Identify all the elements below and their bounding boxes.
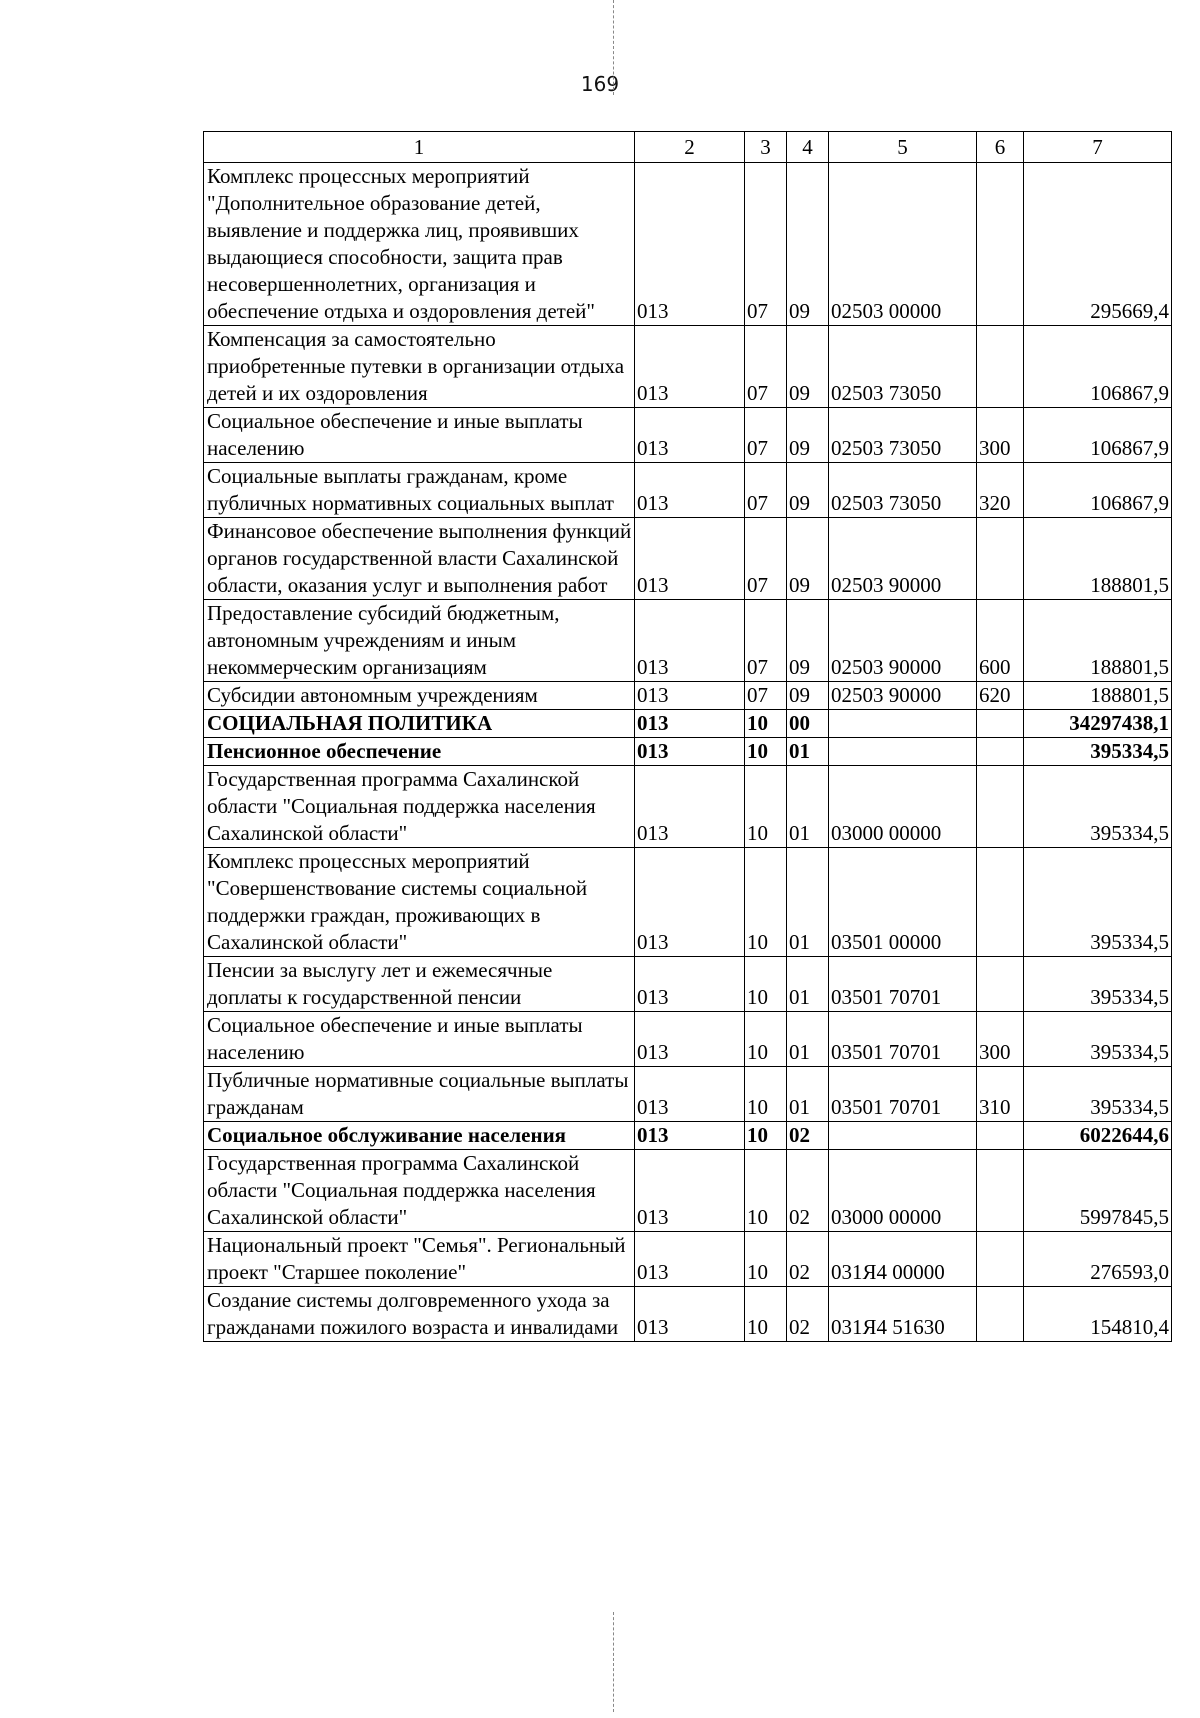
expense-type-cell: 310 <box>977 1067 1024 1122</box>
target-article-cell <box>829 710 977 738</box>
amount-cell: 395334,5 <box>1024 1012 1172 1067</box>
subsection-code-cell: 02 <box>787 1287 829 1342</box>
table-row <box>204 682 1172 710</box>
row-name-cell: Компенсация за самостоятельно приобретенные путевки в организации отдыха детей и их оздоровления <box>204 326 635 408</box>
amount-cell: 188801,5 <box>1024 518 1172 600</box>
section-code-cell: 07 <box>745 326 787 408</box>
subsection-code-cell: 01 <box>787 1067 829 1122</box>
expense-type-cell <box>977 518 1024 600</box>
table-row <box>204 326 1172 408</box>
table-row <box>204 408 1172 463</box>
column-header-2: 2 <box>635 132 745 163</box>
expense-type-cell <box>977 1232 1024 1287</box>
subsection-code-cell: 09 <box>787 408 829 463</box>
expense-type-cell <box>977 1287 1024 1342</box>
section-code-cell: 10 <box>745 1232 787 1287</box>
ministry-code-cell: 013 <box>635 710 745 738</box>
section-code-cell: 07 <box>745 600 787 682</box>
page-number: 169 <box>580 72 620 96</box>
target-article-cell: 03501 00000 <box>829 848 977 957</box>
subsection-code-cell: 09 <box>787 518 829 600</box>
amount-cell: 395334,5 <box>1024 848 1172 957</box>
table-row <box>204 766 1172 848</box>
ministry-code-cell: 013 <box>635 1150 745 1232</box>
row-name-cell: Пенсионное обеспечение <box>204 738 635 766</box>
expense-type-cell <box>977 163 1024 326</box>
row-name-cell: Социальное обеспечение и иные выплаты населению <box>204 1012 635 1067</box>
section-code-cell: 10 <box>745 766 787 848</box>
amount-cell: 154810,4 <box>1024 1287 1172 1342</box>
expense-type-cell <box>977 1122 1024 1150</box>
section-code-cell: 10 <box>745 1150 787 1232</box>
target-article-cell: 02503 90000 <box>829 600 977 682</box>
section-code-cell: 10 <box>745 1122 787 1150</box>
amount-cell: 106867,9 <box>1024 408 1172 463</box>
ministry-code-cell: 013 <box>635 600 745 682</box>
table-row <box>204 600 1172 682</box>
row-name-cell: СОЦИАЛЬНАЯ ПОЛИТИКА <box>204 710 635 738</box>
row-name-cell: Комплекс процессных мероприятий "Дополнительное образование детей, выявление и поддержка лиц, проявивших выдающиеся способности, защита прав несовершеннолетних, организация и обеспечение отдыха и оздоровления детей" <box>204 163 635 326</box>
amount-cell: 295669,4 <box>1024 163 1172 326</box>
expense-type-cell: 620 <box>977 682 1024 710</box>
ministry-code-cell: 013 <box>635 766 745 848</box>
row-name-cell: Национальный проект "Семья". Региональный проект "Старшее поколение" <box>204 1232 635 1287</box>
subsection-code-cell: 02 <box>787 1150 829 1232</box>
section-code-cell: 07 <box>745 463 787 518</box>
section-code-cell: 07 <box>745 518 787 600</box>
subsection-code-cell: 01 <box>787 1012 829 1067</box>
section-code-cell: 10 <box>745 848 787 957</box>
subsection-code-cell: 00 <box>787 710 829 738</box>
amount-cell: 5997845,5 <box>1024 1150 1172 1232</box>
amount-cell: 395334,5 <box>1024 766 1172 848</box>
amount-cell: 276593,0 <box>1024 1232 1172 1287</box>
row-name-cell: Социальные выплаты гражданам, кроме публичных нормативных социальных выплат <box>204 463 635 518</box>
ministry-code-cell: 013 <box>635 1012 745 1067</box>
table-row <box>204 957 1172 1012</box>
section-code-cell: 10 <box>745 1067 787 1122</box>
amount-cell: 395334,5 <box>1024 1067 1172 1122</box>
table-row <box>204 710 1172 738</box>
table-row <box>204 1150 1172 1232</box>
column-header-6: 6 <box>977 132 1024 163</box>
amount-cell: 34297438,1 <box>1024 710 1172 738</box>
budget-table <box>203 131 1172 1342</box>
table-row <box>204 1287 1172 1342</box>
subsection-code-cell: 01 <box>787 738 829 766</box>
expense-type-cell: 320 <box>977 463 1024 518</box>
ministry-code-cell: 013 <box>635 518 745 600</box>
target-article-cell: 03501 70701 <box>829 1012 977 1067</box>
row-name-cell: Пенсии за выслугу лет и ежемесячные доплаты к государственной пенсии <box>204 957 635 1012</box>
subsection-code-cell: 09 <box>787 163 829 326</box>
expense-type-cell <box>977 738 1024 766</box>
section-code-cell: 10 <box>745 738 787 766</box>
column-header-7: 7 <box>1024 132 1172 163</box>
target-article-cell: 02503 90000 <box>829 518 977 600</box>
ministry-code-cell: 013 <box>635 682 745 710</box>
table-row <box>204 163 1172 326</box>
section-code-cell: 07 <box>745 163 787 326</box>
amount-cell: 395334,5 <box>1024 957 1172 1012</box>
fold-line-top <box>613 0 614 95</box>
table-row <box>204 463 1172 518</box>
target-article-cell: 03000 00000 <box>829 1150 977 1232</box>
expense-type-cell <box>977 848 1024 957</box>
section-code-cell: 07 <box>745 682 787 710</box>
ministry-code-cell: 013 <box>635 1122 745 1150</box>
expense-type-cell: 300 <box>977 408 1024 463</box>
expense-type-cell: 300 <box>977 1012 1024 1067</box>
fold-line-bottom <box>613 1612 614 1712</box>
ministry-code-cell: 013 <box>635 463 745 518</box>
amount-cell: 188801,5 <box>1024 600 1172 682</box>
subsection-code-cell: 02 <box>787 1122 829 1150</box>
target-article-cell: 02503 73050 <box>829 408 977 463</box>
column-header-4: 4 <box>787 132 829 163</box>
section-code-cell: 10 <box>745 1012 787 1067</box>
subsection-code-cell: 09 <box>787 326 829 408</box>
table-row <box>204 1067 1172 1122</box>
target-article-cell: 031Я4 00000 <box>829 1232 977 1287</box>
table-row <box>204 848 1172 957</box>
ministry-code-cell: 013 <box>635 1067 745 1122</box>
section-code-cell: 07 <box>745 408 787 463</box>
target-article-cell: 02503 73050 <box>829 463 977 518</box>
expense-type-cell <box>977 326 1024 408</box>
row-name-cell: Предоставление субсидий бюджетным, автономным учреждениям и иным некоммерческим организациям <box>204 600 635 682</box>
subsection-code-cell: 01 <box>787 766 829 848</box>
expense-type-cell <box>977 766 1024 848</box>
table-row <box>204 518 1172 600</box>
amount-cell: 106867,9 <box>1024 326 1172 408</box>
target-article-cell: 02503 00000 <box>829 163 977 326</box>
amount-cell: 106867,9 <box>1024 463 1172 518</box>
ministry-code-cell: 013 <box>635 848 745 957</box>
table-row <box>204 1012 1172 1067</box>
row-name-cell: Финансовое обеспечение выполнения функций органов государственной власти Сахалинской области, оказания услуг и выполнения работ <box>204 518 635 600</box>
target-article-cell: 03501 70701 <box>829 1067 977 1122</box>
column-header-3: 3 <box>745 132 787 163</box>
target-article-cell <box>829 738 977 766</box>
target-article-cell: 03000 00000 <box>829 766 977 848</box>
expense-type-cell <box>977 710 1024 738</box>
table-row <box>204 1122 1172 1150</box>
expense-type-cell <box>977 1150 1024 1232</box>
subsection-code-cell: 09 <box>787 463 829 518</box>
row-name-cell: Публичные нормативные социальные выплаты гражданам <box>204 1067 635 1122</box>
subsection-code-cell: 01 <box>787 957 829 1012</box>
target-article-cell: 02503 73050 <box>829 326 977 408</box>
target-article-cell: 02503 90000 <box>829 682 977 710</box>
table-row <box>204 1232 1172 1287</box>
row-name-cell: Социальное обеспечение и иные выплаты населению <box>204 408 635 463</box>
target-article-cell <box>829 1122 977 1150</box>
header-row <box>204 132 1172 163</box>
column-header-5: 5 <box>829 132 977 163</box>
ministry-code-cell: 013 <box>635 1232 745 1287</box>
subsection-code-cell: 02 <box>787 1232 829 1287</box>
expense-type-cell <box>977 957 1024 1012</box>
ministry-code-cell: 013 <box>635 957 745 1012</box>
amount-cell: 188801,5 <box>1024 682 1172 710</box>
row-name-cell: Субсидии автономным учреждениям <box>204 682 635 710</box>
section-code-cell: 10 <box>745 1287 787 1342</box>
ministry-code-cell: 013 <box>635 738 745 766</box>
target-article-cell: 031Я4 51630 <box>829 1287 977 1342</box>
amount-cell: 6022644,6 <box>1024 1122 1172 1150</box>
ministry-code-cell: 013 <box>635 408 745 463</box>
row-name-cell: Комплекс процессных мероприятий "Совершенствование системы социальной поддержки граждан, проживающих в Сахалинской области" <box>204 848 635 957</box>
ministry-code-cell: 013 <box>635 163 745 326</box>
subsection-code-cell: 09 <box>787 600 829 682</box>
amount-cell: 395334,5 <box>1024 738 1172 766</box>
expense-type-cell: 600 <box>977 600 1024 682</box>
row-name-cell: Создание системы долговременного ухода за гражданами пожилого возраста и инвалидами <box>204 1287 635 1342</box>
row-name-cell: Социальное обслуживание населения <box>204 1122 635 1150</box>
column-header-1: 1 <box>204 132 635 163</box>
subsection-code-cell: 09 <box>787 682 829 710</box>
ministry-code-cell: 013 <box>635 1287 745 1342</box>
row-name-cell: Государственная программа Сахалинской области "Социальная поддержка населения Сахалинской области" <box>204 1150 635 1232</box>
target-article-cell: 03501 70701 <box>829 957 977 1012</box>
section-code-cell: 10 <box>745 710 787 738</box>
ministry-code-cell: 013 <box>635 326 745 408</box>
subsection-code-cell: 01 <box>787 848 829 957</box>
table-row <box>204 738 1172 766</box>
section-code-cell: 10 <box>745 957 787 1012</box>
row-name-cell: Государственная программа Сахалинской области "Социальная поддержка населения Сахалинской области" <box>204 766 635 848</box>
